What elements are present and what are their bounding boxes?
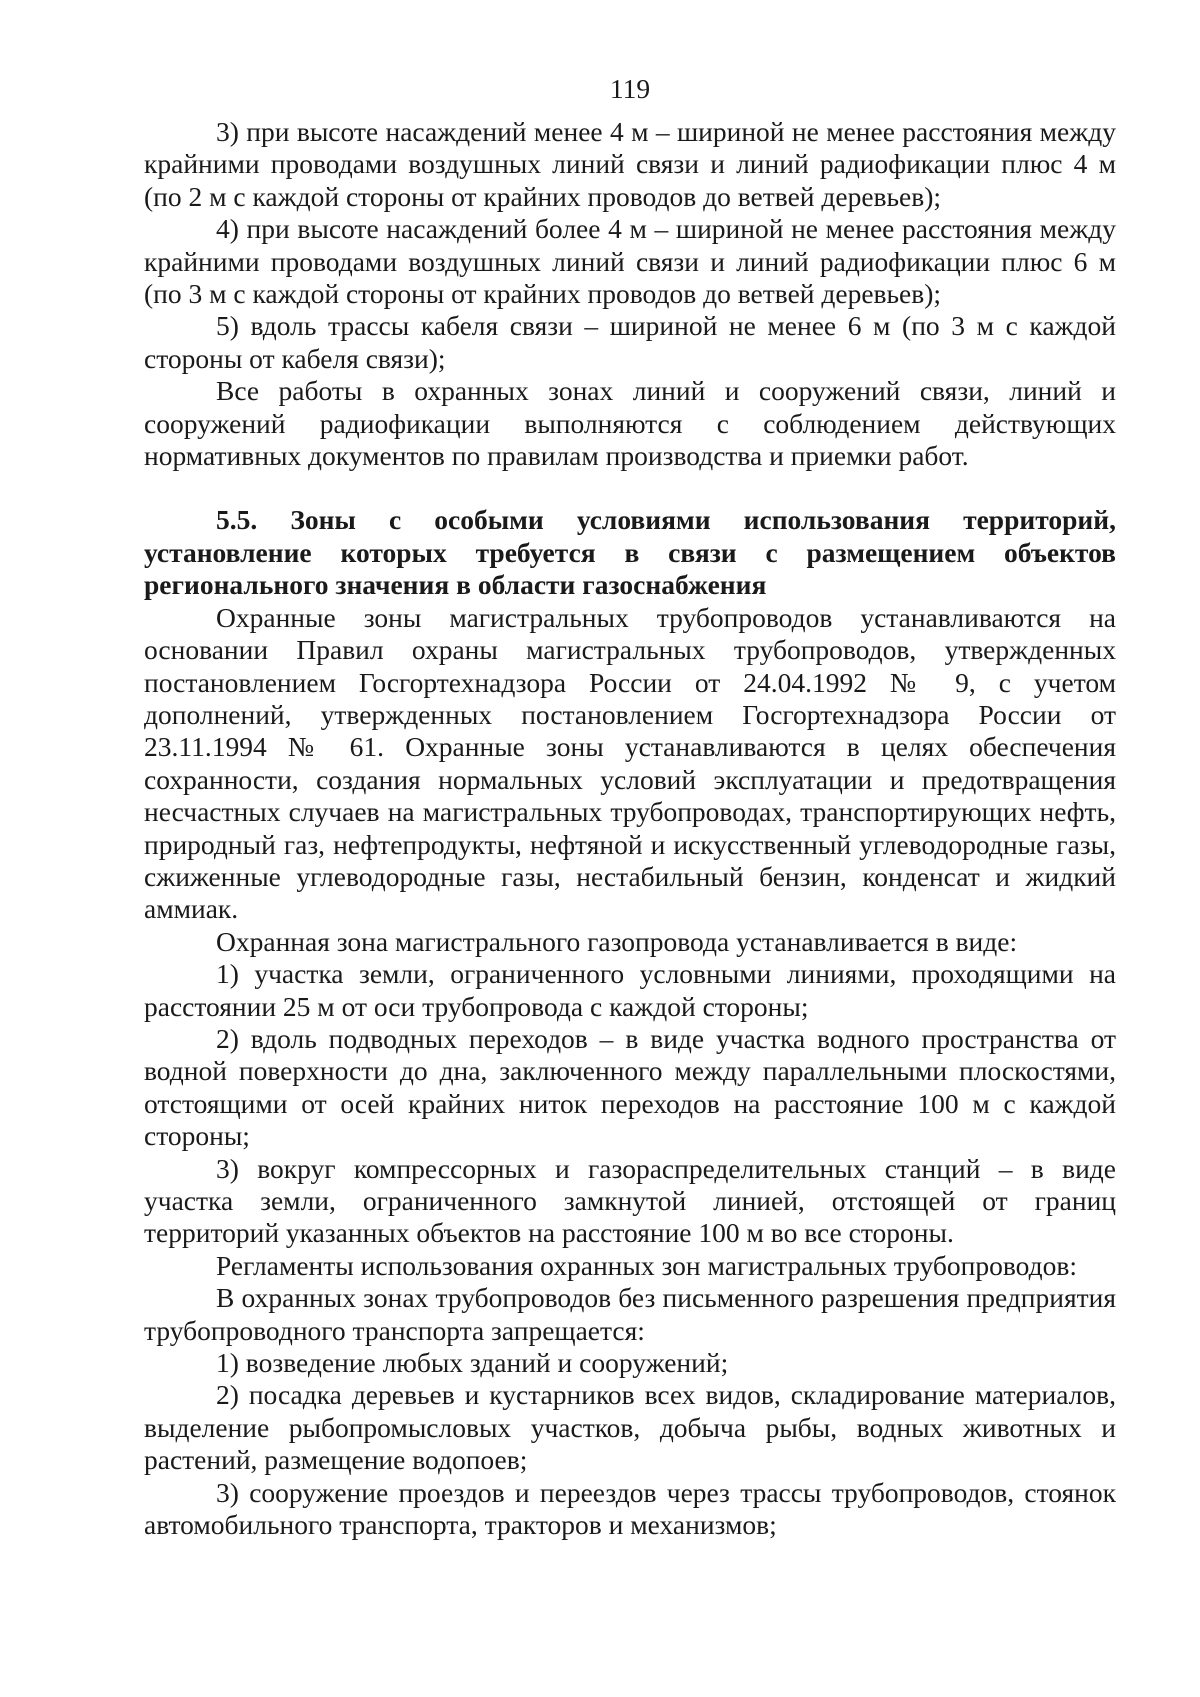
page-number: 119 (609, 73, 651, 104)
paragraph: Охранные зоны магистральных трубопроводов устанавливаются на основании Правил охраны магистральных трубопроводов, утвержденных постановлением Госгортехнадзора России от 24.04.1992 № 9, с учетом дополнений, утвержденных постановлением Госгортехнадзора России от 23.11.1994 № 61. Охранные зоны устанавливаются в целях обеспечения сохранности, создания нормальных условий эксплуатации и предотвращения несчастных случаев на магистральных трубопроводах, транспортирующих нефть, природный газ, нефтепродукты, нефтяной и искусственный углеводородные газы, сжиженные углеводородные газы, нестабильный бензин, конденсат и жидкий аммиак. (144, 601, 1116, 925)
list-item: 3) сооружение проездов и переездов через трассы трубопроводов, стоянок автомобильного транспорта, тракторов и механизмов; (144, 1476, 1116, 1541)
document-page (144, 62, 1116, 1541)
list-item: 2) посадка деревьев и кустарников всех видов, складирование материалов, выделение рыбопромысловых участков, добыча рыбы, водных животных и растений, размещение водопоев; (144, 1379, 1116, 1476)
paragraph: Охранная зона магистрального газопровода устанавливается в виде: (216, 925, 1018, 957)
paragraph: 4) при высоте насаждений более 4 м – шириной не менее расстояния между крайними проводами воздушных линий связи и линий радиофикации плюс 6 м (по 3 м с каждой стороны от крайних проводов до ветвей деревьев); (144, 213, 1116, 310)
list-item: 3) вокруг компрессорных и газораспределительных станций – в виде участка земли, ограниченного замкнутой линией, отстоящей от границ территорий указанных объектов на расстояние 100 м во все стороны. (144, 1152, 1116, 1249)
paragraph: Все работы в охранных зонах линий и сооружений связи, линий и сооружений радиофикации выполняются с соблюдением действующих нормативных документов по правилам производства и приемки работ. (144, 375, 1116, 472)
list-item: 1) участка земли, ограниченного условными линиями, проходящими на расстоянии 25 м от оси трубопровода с каждой стороны; (144, 958, 1116, 1022)
paragraph: Регламенты использования охранных зон магистральных трубопроводов: (216, 1249, 1077, 1281)
section-heading: 5.5. Зоны с особыми условиями использования территорий, установление которых требуется в связи с размещением объектов регионального значения в области газоснабжения (144, 504, 1116, 601)
paragraph: 3) при высоте насаждений менее 4 м – шириной не менее расстояния между крайними проводами воздушных линий связи и линий радиофикации плюс 4 м (по 2 м с каждой стороны от крайних проводов до ветвей деревьев); (144, 116, 1116, 212)
section-spacer (144, 472, 1116, 504)
paragraph: 5) вдоль трассы кабеля связи – шириной не менее 6 м (по 3 м с каждой стороны от кабеля связи); (144, 310, 1116, 374)
list-item: 2) вдоль подводных переходов – в виде участка водного пространства от водной поверхности до дна, заключенного между параллельными плоскостями, отстоящими от осей крайних ниток переходов на расстояние 100 м с каждой стороны; (144, 1022, 1116, 1152)
list-item: 1) возведение любых зданий и сооружений; (216, 1347, 729, 1379)
paragraph: В охранных зонах трубопроводов без письменного разрешения предприятия трубопроводного транспорта запрещается: (144, 1282, 1116, 1346)
